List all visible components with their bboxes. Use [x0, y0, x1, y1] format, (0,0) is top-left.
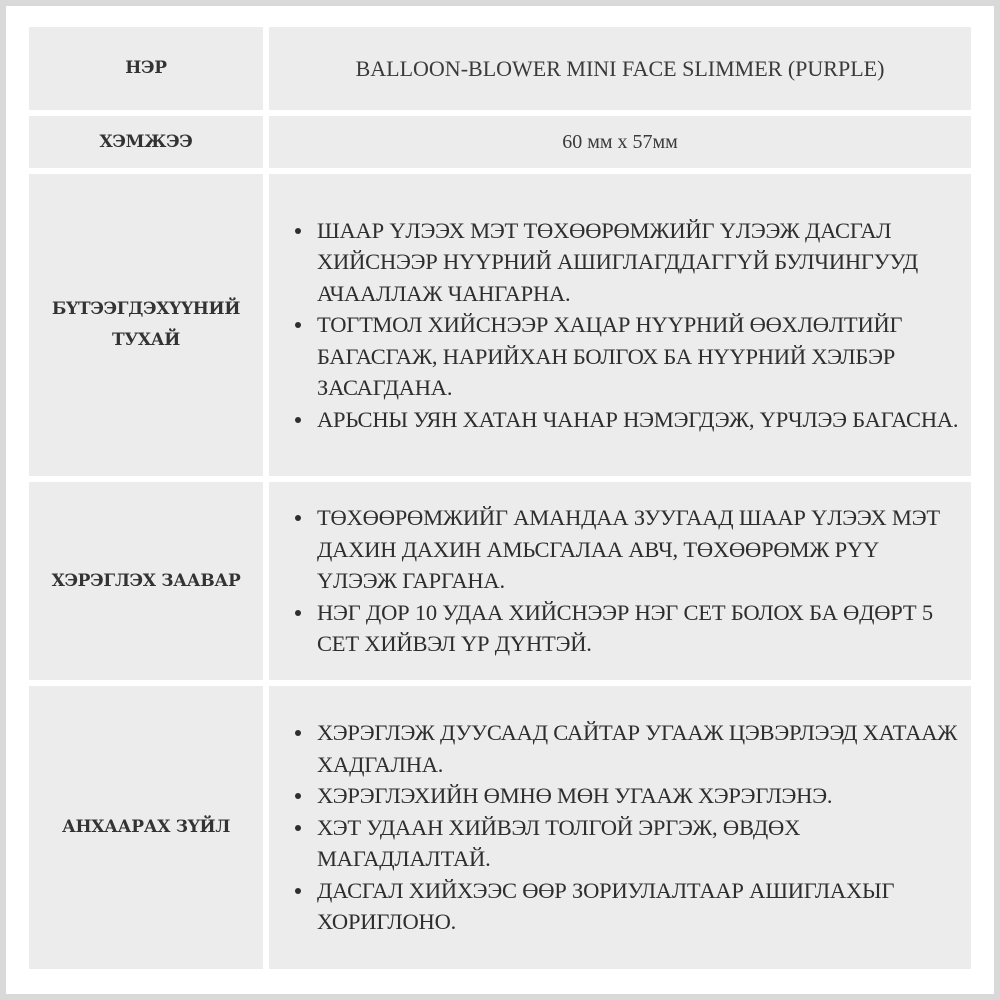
- list-item: ХЭРЭГЛЭХИЙН ӨМНӨ МӨН УГААЖ ХЭРЭГЛЭНЭ.: [307, 780, 961, 812]
- row-label-about: [29, 174, 263, 476]
- bullet-icon: [295, 322, 301, 328]
- list-item: ШААР ҮЛЭЭХ МЭТ ТӨХӨӨРӨМЖИЙГ ҮЛЭЭЖ ДАСГАЛ ХИЙСНЭЭР НҮҮРНИЙ АШИГЛАГДДАГГҮЙ БУЛЧИНГУУД АЧААЛЛАЖ ЧАНГАРНА.: [307, 215, 961, 310]
- row-label-name: [29, 27, 263, 110]
- bullet-icon: [295, 228, 301, 234]
- list-item: ДАСГАЛ ХИЙХЭЭС ӨӨР ЗОРИУЛАЛТААР АШИГЛАХЫГ ХОРИГЛОНО.: [307, 875, 961, 938]
- bullet-icon: [295, 793, 301, 799]
- label-text: ХЭМЖЭЭ: [99, 131, 193, 152]
- label-text: ХЭРЭГЛЭХ ЗААВАР: [51, 570, 241, 591]
- list-item: ХЭТ УДААН ХИЙВЭЛ ТОЛГОЙ ЭРГЭЖ, ӨВДӨХ МАГАДЛАЛТАЙ.: [307, 812, 961, 875]
- label-text: БҮТЭЭГДЭХҮҮНИЙ ТУХАЙ: [51, 299, 241, 350]
- bullet-icon: [295, 417, 301, 423]
- row-value-name: [269, 27, 971, 110]
- row-value-usage: [269, 482, 971, 680]
- product-size: 60 мм х 57мм: [562, 130, 678, 153]
- label-text: АНХААРАХ ЗҮЙЛ: [61, 817, 231, 837]
- bullet-icon: [295, 610, 301, 616]
- label-text: НЭР: [125, 58, 167, 78]
- bullet-icon: [295, 730, 301, 736]
- list-item: НЭГ ДОР 10 УДАА ХИЙСНЭЭР НЭГ СЕТ БОЛОХ БА ӨДӨРТ 5 СЕТ ХИЙВЭЛ ҮР ДҮНТЭЙ.: [307, 597, 961, 660]
- row-value-cautions: [269, 686, 971, 969]
- about-list: [287, 215, 961, 436]
- bullet-icon: [295, 888, 301, 894]
- list-item: АРЬСНЫ УЯН ХАТАН ЧАНАР НЭМЭГДЭЖ, ҮРЧЛЭЭ БАГАСНА.: [307, 404, 961, 436]
- row-label-usage: [29, 482, 263, 680]
- row-value-size: [269, 116, 971, 168]
- bullet-icon: [295, 515, 301, 521]
- row-label-size: [29, 116, 263, 168]
- product-spec-table: [29, 27, 971, 969]
- row-value-about: [269, 174, 971, 476]
- list-item: ТӨХӨӨРӨМЖИЙГ АМАНДАА ЗУУГААД ШААР ҮЛЭЭХ МЭТ ДАХИН ДАХИН АМЬСГАЛАА АВЧ, ТӨХӨӨРӨМЖ РҮҮ ҮЛЭЭЖ ГАРГАНА.: [307, 502, 961, 597]
- product-name: BALLOON-BLOWER MINI FACE SLIMMER (PURPLE): [355, 55, 885, 81]
- list-item: ТОГТМОЛ ХИЙСНЭЭР ХАЦАР НҮҮРНИЙ ӨӨХЛӨЛТИЙГ БАГАСГАЖ, НАРИЙХАН БОЛГОХ БА НҮҮРНИЙ ХЭЛБЭР ЗАСАГДАНА.: [307, 309, 961, 404]
- usage-list: [287, 502, 961, 660]
- row-label-cautions: [29, 686, 263, 969]
- list-item: ХЭРЭГЛЭЖ ДУУСААД САЙТАР УГААЖ ЦЭВЭРЛЭЭД ХАТААЖ ХАДГАЛНА.: [307, 717, 961, 780]
- bullet-icon: [295, 825, 301, 831]
- cautions-list: [287, 717, 961, 938]
- document-frame: [6, 6, 994, 994]
